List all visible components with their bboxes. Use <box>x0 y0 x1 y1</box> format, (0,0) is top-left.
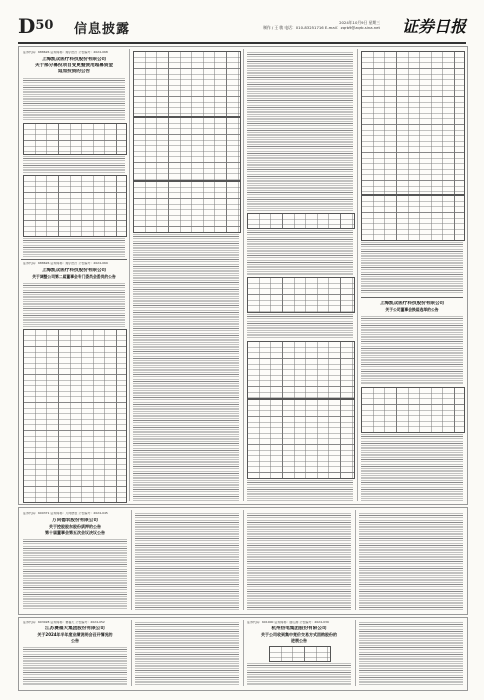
col2-body <box>133 233 239 501</box>
article-5-title-line-1: 江苏赛福天集团股份有限公司 <box>45 626 105 631</box>
article-5-body-col1 <box>23 646 127 686</box>
article-4-title-line-1: 万向德农股份有限公司 <box>52 518 98 523</box>
article-2-title-line-1: 上海凯众医疗科技股份有限公司 <box>41 268 107 273</box>
upper-notice-block <box>18 46 468 505</box>
editor-line: 制作 / 王 敏 电话：010-83251716 E-mail：zqrb9@zqrb.sina.net <box>263 25 380 30</box>
col3-table-4 <box>247 399 355 479</box>
col4-table-mid <box>361 195 465 241</box>
article-1-title-line-3: 追加投资的公告 <box>57 69 91 74</box>
article-5-title-line-2: 关于2024年半年度业绩说明会召开情况的 <box>37 632 113 637</box>
article-6-body-col1 <box>247 662 351 686</box>
article-6-codes: 证券代码：601000 证券简称：唐山港 公告编号：2024-039 <box>247 621 329 624</box>
col3-table-1 <box>247 213 355 229</box>
article-4-body-col4 <box>359 512 463 610</box>
col2-table-low <box>133 181 241 233</box>
article-3-title-line-1: 上海凯众医疗科技股份有限公司 <box>379 301 445 306</box>
article-3-title-line-2: 关于公司董事会换届选举的公告 <box>385 307 439 312</box>
article-6-title-line-2: 关于公司收到集中竞价交易方式回购股份的 <box>261 632 337 637</box>
date-line: 2024年10月9日 星期三 <box>339 20 380 25</box>
article-3-table <box>361 387 465 433</box>
article-3-body <box>361 315 463 385</box>
article-1-body-3 <box>23 237 125 257</box>
article-1-table-a <box>23 123 127 155</box>
masthead-logo: 证券日报 <box>401 17 466 36</box>
article-1-codes: 证券代码：688626 证券简称：翔宇医疗 公告编号：2024-068 <box>23 51 108 54</box>
col3-body-bottom <box>247 479 353 501</box>
article-6-body-col2 <box>359 621 463 686</box>
col3-body-top <box>247 51 353 211</box>
article-1-table-b <box>23 175 127 237</box>
article-2-table <box>23 329 127 503</box>
col3-body-mid-2 <box>247 313 353 339</box>
section-title: 信息披露 <box>74 22 131 37</box>
article-5-codes: 证券代码：603028 证券简称：赛福天 公告编号：2024-052 <box>23 621 105 624</box>
article-2-body <box>23 282 125 327</box>
article-2-codes: 证券代码：688626 证券简称：翔宇医疗 公告编号：2024-069 <box>23 262 108 265</box>
page-number <box>18 16 53 36</box>
col3-table-2 <box>247 277 355 313</box>
article-4-title-line-2: 关于控股股东股份质押的公告 <box>49 524 101 529</box>
article-1-body <box>23 77 125 121</box>
col4-body <box>361 241 463 295</box>
article-1-body-2 <box>23 155 125 173</box>
article-4-body-col3 <box>247 512 351 610</box>
article-6-table <box>269 646 331 662</box>
col3-table-3 <box>247 341 355 399</box>
article-2-title-line-2: 关于调整公司第二届董事会专门委员会委员的公告 <box>32 274 116 279</box>
article-4-title-line-3: 第十届董事会第五次会议决议公告 <box>45 530 105 535</box>
article-4-codes: 证券代码：600371 证券简称：万向德农 公告编号：2024-045 <box>23 512 108 515</box>
col2-table-mid <box>133 117 241 181</box>
article-1-title-line-1: 上海凯众医疗科技股份有限公司 <box>41 57 107 62</box>
article-5-title-line-3: 公告 <box>71 638 79 643</box>
bottom-notice-block <box>18 617 468 691</box>
article-6-title-line-1: 杭州热电集团股份有限公司 <box>271 626 327 631</box>
article-3-body-2 <box>361 433 463 501</box>
col3-body-mid <box>247 229 353 275</box>
page-header <box>18 12 466 44</box>
col4-table-top <box>361 51 465 195</box>
article-6-title-line-3: 进展公告 <box>291 638 307 643</box>
middle-notice-block <box>18 507 468 615</box>
article-4-body-col1 <box>23 538 127 610</box>
col2-table-top <box>133 51 241 117</box>
article-5-body-col2 <box>135 621 239 686</box>
article-1-title-line-2: 关于部分募投项目变更暨使用超募资金 <box>34 63 114 68</box>
article-4-body-col2 <box>135 512 239 610</box>
header-meta <box>263 20 380 30</box>
page-letter: D <box>18 14 36 38</box>
page-number-digits: 50 <box>35 18 54 33</box>
